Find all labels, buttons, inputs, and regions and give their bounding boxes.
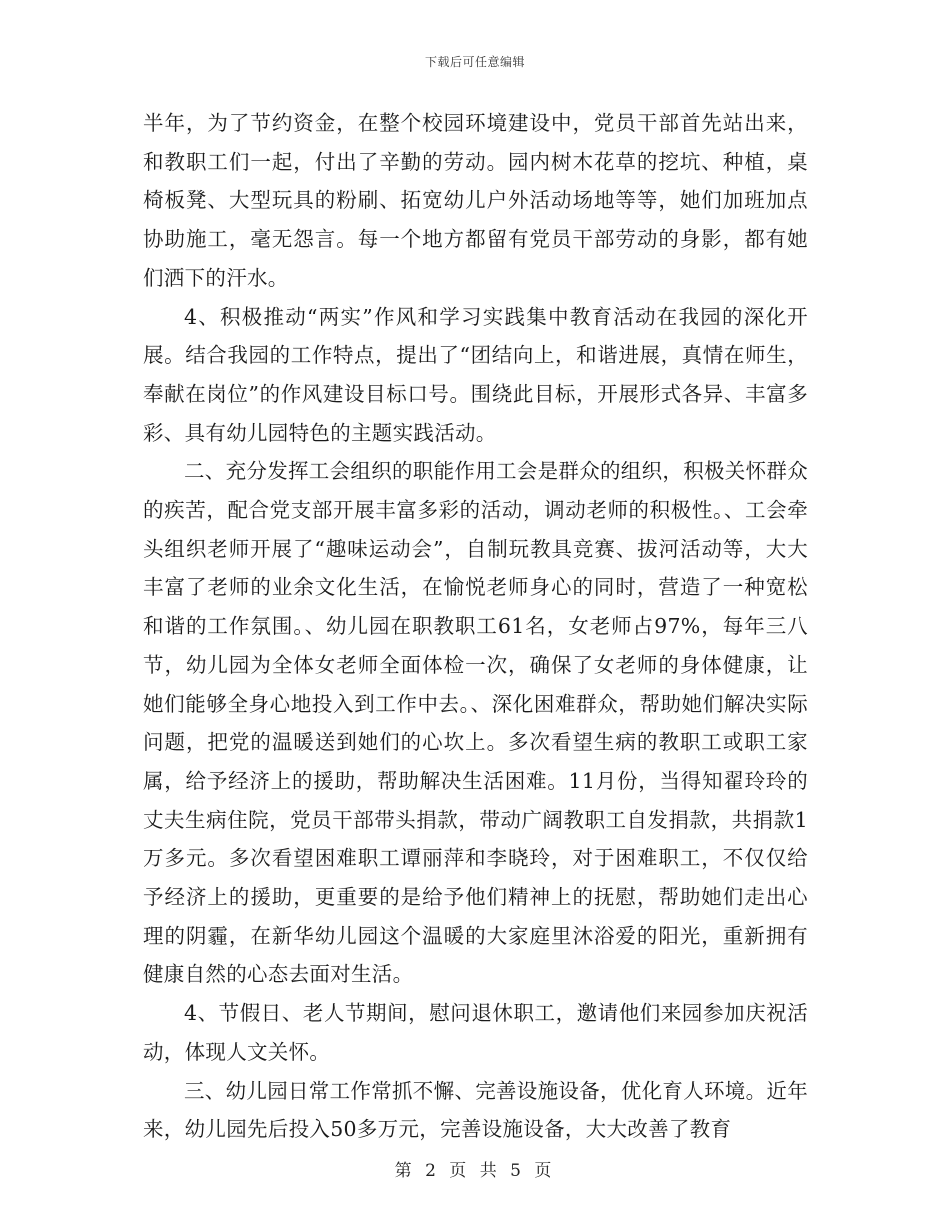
paragraph-2: 4、积极推动“两实”作风和学习实践集中教育活动在我园的深化开展。结合我园的工作特点，提出了“团结向上，和谐进展，真情在师生，奉献在岗位”的作风建设目标口号。围绕此目标，开展形式各异、丰富多彩、具有幼儿园特色的主题实践活动。	[143, 304, 808, 445]
paragraph-4: 4、节假日、老人节期间，慰问退休职工，邀请他们来园参加庆祝活动，体现人文关怀。	[143, 1001, 808, 1064]
page-header: 下载后可任意编辑	[424, 55, 525, 69]
paragraph-3: 二、充分发挥工会组织的职能作用工会是群众的组织，积极关怀群众的疾苦，配合党支部开展丰富多彩的活动，调动老师的积极性。、工会牵头组织老师开展了“趣味运动会”，自制玩教具竞赛、拔河活动等，大大丰富了老师的业余文化生活，在愉悦老师身心的同时，营造了一种宽松和谐的工作氛围。、幼儿园在职教职工61名，女老师占97%，每年三八节，幼儿园为全体女老师全面体检一次，确保了女老师的身体健康，让她们能够全身心地投入到工作中去。、深化困难群众，帮助她们解决实际问题，把党的温暖送到她们的心坎上。多次看望生病的教职工或职工家属，给予经济上的援助，帮助解决生活困难。11月份，当得知翟玲玲的丈夫生病住院，党员干部带头捐款，带动广阔教职工自发捐款，共捐款1万多元。多次看望困难职工谭丽萍和李晓玲，对于困难职工，不仅仅给予经济上的援助，更重要的是给予他们精神上的抚慰，帮助她们走出心理的阴霾，在新华幼儿园这个温暖的大家庭里沐浴爱的阳光，重新拥有健康自然的心态去面对生活。	[143, 459, 808, 987]
paragraph-1: 半年，为了节约资金，在整个校园环境建设中，党员干部首先站出来，和教职工们一起，付出了辛勤的劳动。园内树木花草的挖坑、种植，桌椅板凳、大型玩具的粉刷、拓宽幼儿户外活动场地等等，她们加班加点协助施工，毫无怨言。每一个地方都留有党员干部劳动的身影，都有她们洒下的汗水。	[143, 111, 808, 290]
page-footer: 第 2 页 共 5 页	[394, 1161, 556, 1181]
document-body	[143, 104, 808, 1149]
paragraph-5: 三、幼儿园日常工作常抓不懈、完善设施设备，优化育人环境。近年来，幼儿园先后投入50多万元，完善设施设备，大大改善了教育	[143, 1078, 808, 1142]
